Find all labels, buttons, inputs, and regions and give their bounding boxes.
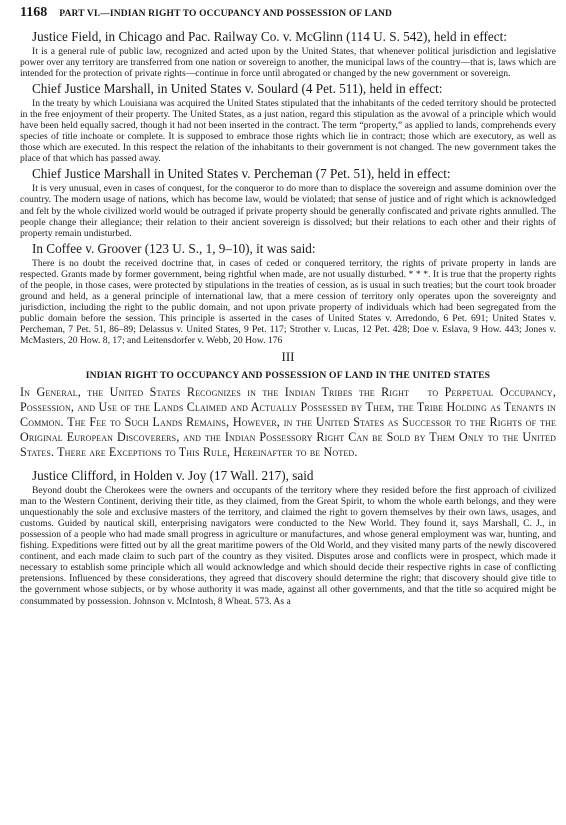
running-header: [20, 5, 556, 27]
proposition-continuation: to Perpetual Occupancy, Possession, and Use of the Lands Claimed and Actually Possessed by Them, the Tribe Holding as Tenants in Common. The Fee to Such Lands Remains, However, in the United States as Successor to the Rights of the Original European Discoverers, and the Indian Possessory Right Can be Sold by Them Only to the United States. There are Exceptions to This Rule, Hereinafter to be Noted.: [20, 385, 556, 460]
proposition-first-line: In General, the United States Recognizes in the Indian Tribes the Right: [20, 385, 410, 400]
case-block-holden: [20, 468, 556, 607]
case-intro: In Coffee v. Groover (123 U. S., 1, 9–10), it was said:: [32, 240, 316, 256]
page-number: 1168: [20, 5, 48, 20]
case-block-soulard: [20, 81, 556, 164]
section-numeral: III: [281, 349, 295, 365]
case-intro: Chief Justice Marshall, in United States v. Soulard (4 Pet. 511), held in effect:: [32, 81, 443, 97]
case-intro: Chief Justice Marshall in United States v. Percheman (7 Pet. 51), held in effect:: [32, 166, 451, 182]
case-quote: In the treaty by which Louisiana was acquired the United States stipulated that the inhabitants of the ceded territory should be protected in the free enjoyment of their property. The United States, as a just nation, regard this stipulation as the avowal of a principle which would have been held equally sacred, though it had not been inserted in the contract. The term “property,” as applied to lands, comprehends every species of title inchoate or complete. It is supposed to embrace those rights which lie in contract; those which are executory, as well as those which are executed. In this respect the relation of the inhabitants to their government is not changed. The new government takes the place of that which has passed away.: [20, 98, 556, 165]
case-intro: Justice Field, in Chicago and Pac. Railway Co. v. McGlinn (114 U. S. 542), held in effect:: [32, 29, 507, 44]
case-quote: There is no doubt the received doctrine that, in cases of ceded or conquered territory, the rights of private property in lands are respected. Grants made by former government, being rightful when made, are not usually disturbed. * * *. It is true that the property rights of the people, in those cases, were protected by stipulations in the treaties of cession, as is usual in such treaties; but the court took broader ground and held, as a general principle of international law, that a mere cession of territory only operates upon the sovereignty and jurisdiction, including the right to the public domain, and not upon private property of individuals which had been segregated from the public domain before the session. This principle is asserted in the cases of United States v. Arredondo, 6 Pet. 691; United States v. Percheman, 7 Pet. 51, 86–89; Delassus v. United States, 9 Pet. 117; Strother v. Lucas, 12 Pet. 428; Doe v. Eslava, 9 How. 443; Jones v. McMasters, 20 How. 8, 17; and Leitensdorfer v. Webb, 20 How. 176: [20, 257, 556, 346]
running-title: PART VI.—INDIAN RIGHT TO OCCUPANCY AND POSSESSION OF LAND: [59, 9, 392, 19]
section-heading: INDIAN RIGHT TO OCCUPANCY AND POSSESSION OF LAND IN THE UNITED STATES: [85, 370, 491, 382]
case-block-mcglinn: [20, 29, 556, 79]
case-quote: Beyond doubt the Cherokees were the owners and occupants of the territory where they resided before the first approach of civilized man to the Western Continent, deriving their title, as they claimed, from the Great Spirit, to whom the whole earth belongs, and they were unquestionably the sole and exclusive masters of the territory, and claimed the right to govern themselves by their own laws, usages, and customs. Guided by nautical skill, enterprising navigators were conducted to the New World. They found it, says Marshall, C. J., in possession of a people who had made small progress in agriculture or manufactures, and whose general employment was war, hunting, and fishing. Expeditions were fitted out by all the great maritime powers of the Old World, and they visited many parts of the newly discovered continent, and each made claim to such part of the country as they visited. Disputes arose and conflicts were in prospect, which made it necessary to establish some principle which all would acknowledge and which should decide their respective rights in case of conflicting pretensions. Influenced by these considerations, they agreed that discovery should determine the right; that discovery should give title to the government whose subjects, or by whose authority it was made, against all other governments, and that the title so acquired might be consummated by possession. Johnson v. McIntosh, 8 Wheat. 573. As a: [20, 485, 556, 607]
section-proposition: [20, 385, 556, 460]
case-block-coffee: [20, 241, 556, 346]
case-intro: Justice Clifford, in Holden v. Joy (17 Wall. 217), said: [32, 468, 314, 484]
case-quote: It is a general rule of public law, recognized and acted upon by the United States, that whenever political jurisdiction and legislative power over any territory are transferred from one nation or sovereign to another, the municipal laws of the country—that is, laws which are intended for the protection of private rights—continue in force until abrogated or changed by the new government or sovereign.: [20, 46, 556, 80]
case-quote: It is very unusual, even in cases of conquest, for the conqueror to do more than to displace the sovereign and assume dominion over the country. The modern usage of nations, which has become law, would be violated; that sense of justice and of right which is acknowledged and felt by the whole civilized world would be outraged if private property should be generally confiscated and private rights annulled. The people change their allegiance; their relation to their ancient sovereign is dissolved; but their relations to each other and their rights of property remain undisturbed.: [20, 183, 556, 239]
case-block-percheman: [20, 166, 556, 238]
